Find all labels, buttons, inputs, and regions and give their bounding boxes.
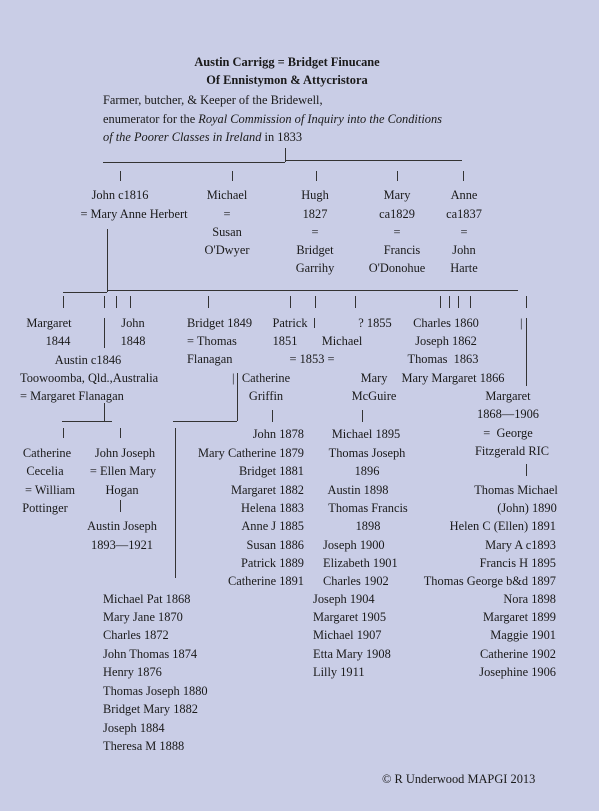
divider-bar: | — [520, 316, 523, 330]
copyright-notice: © R Underwood MAPGI 2013 — [382, 772, 536, 786]
list-item: Bridget Mary 1882 — [103, 702, 198, 716]
spouse-name: = Ellen Mary — [89, 464, 157, 478]
charles-stem — [440, 296, 441, 308]
margaret-stem — [63, 296, 64, 308]
bridget-descent-line — [237, 373, 238, 421]
hugh-stem — [316, 171, 317, 181]
middle-name: Cecelia — [26, 464, 64, 478]
list-item: John 1878 — [252, 427, 304, 441]
enumerator-line — [103, 110, 442, 128]
birth-year: 1848 — [120, 334, 146, 348]
person-name: John Joseph — [94, 446, 156, 460]
list-item: Michael 1895 — [331, 427, 401, 441]
list-item: Mary A c1893 — [485, 538, 556, 552]
list-item: Mary Jane 1870 — [103, 610, 183, 624]
gen2-bar-right — [285, 160, 462, 161]
margaret-1868-stem — [526, 296, 527, 308]
unknown-1855: ? 1855 — [358, 316, 392, 330]
person-name: Austin Joseph — [87, 519, 157, 533]
list-item: Mary Catherine 1879 — [198, 446, 304, 460]
list-item: Susan 1886 — [246, 538, 304, 552]
catherine-stem — [63, 428, 64, 438]
birth-year: 1844 — [45, 334, 71, 348]
list-item: Catherine 1891 — [227, 574, 304, 588]
john-1848-stem-2 — [130, 296, 131, 308]
list-item: Thomas Michael — [474, 483, 558, 497]
residence: Toowoomba, Qld.,Australia — [20, 371, 159, 385]
austin-children-bar — [62, 421, 112, 422]
john-joseph-stem — [120, 428, 121, 438]
person-name: Hugh — [301, 188, 329, 202]
list-item: Thomas Francis — [328, 501, 408, 515]
catherine-griffin-name: Catherine — [241, 371, 291, 385]
list-item: Michael Pat 1868 — [103, 592, 191, 606]
couple-title: Austin Carrigg = Bridget Finucane — [194, 55, 380, 69]
list-item: Catherine 1902 — [479, 647, 556, 661]
person-name: Bridget 1849 — [187, 316, 253, 330]
spouse-name: = Margaret Flanagan — [20, 389, 124, 403]
list-item: Nora 1898 — [503, 592, 556, 606]
couple-origin: Of Ennistymon & Attycristora — [206, 73, 368, 87]
mary-stem — [397, 171, 398, 181]
list-item: Henry 1876 — [103, 665, 162, 679]
list-item: Helen C (Ellen) 1891 — [449, 519, 556, 533]
birth-year: 1851 — [272, 334, 298, 348]
list-item: John Thomas 1874 — [103, 647, 198, 661]
birth-year: 1827 — [302, 207, 328, 221]
person-name: Margaret — [485, 389, 531, 403]
list-item: Helena 1883 — [241, 501, 304, 515]
list-item: 1898 — [355, 519, 381, 533]
spouse-name: = Mary Anne Herbert — [80, 207, 188, 221]
person-name: Margaret — [26, 316, 72, 330]
list-item: Francis H 1895 — [479, 556, 556, 570]
commission-year: in 1833 — [261, 130, 303, 144]
list-item: Bridget 1881 — [238, 464, 304, 478]
mary-margaret-1866: Mary Margaret 1866 — [401, 371, 505, 385]
person-name: John — [121, 316, 145, 330]
person-name: Patrick — [272, 316, 308, 330]
gen2-bar-left — [103, 162, 285, 163]
person-name: Mary — [383, 188, 411, 202]
spouse-name: Bridget — [296, 243, 334, 257]
list-item: Etta Mary 1908 — [313, 647, 391, 661]
list-item: Charles 1872 — [103, 628, 169, 642]
michael-stem — [232, 171, 233, 181]
catherine-griffin-surname: Griffin — [248, 389, 284, 403]
person-name: Catherine — [22, 446, 72, 460]
john-descent-line — [107, 229, 108, 292]
list-item: Joseph 1884 — [103, 721, 165, 735]
marriage-sign: = — [460, 225, 468, 239]
spouse-name: Francis — [383, 243, 421, 257]
person-name: Austin c1846 — [54, 353, 122, 367]
list-item: Lilly 1911 — [313, 665, 365, 679]
spouse-surname: O'Donohue — [368, 261, 426, 275]
list-item: Anne J 1885 — [241, 519, 304, 533]
list-item: Thomas Joseph 1880 — [103, 684, 208, 698]
list-item: Joseph 1900 — [323, 538, 385, 552]
patrick-descent-line — [272, 410, 273, 422]
person-name: John c1816 — [91, 188, 149, 202]
list-item: Josephine 1906 — [479, 665, 556, 679]
list-item: Theresa M 1888 — [103, 739, 185, 753]
spouse-surname: O'Dwyer — [204, 243, 250, 257]
person-name: Anne — [450, 188, 478, 202]
life-years: 1868—1906 — [477, 407, 539, 421]
bridget-children-line — [175, 428, 176, 578]
joseph-stem — [449, 296, 450, 308]
spouse-surname: Pottinger — [22, 501, 68, 515]
birth-year: ca1837 — [446, 207, 482, 221]
list-item: Thomas George b&d 1897 — [423, 574, 556, 588]
list-item: (John) 1890 — [497, 501, 557, 515]
person-name: Michael — [321, 334, 363, 348]
spouse-name: = George — [483, 426, 533, 440]
bridget-stem — [208, 296, 209, 308]
spouse-name: Susan — [212, 225, 242, 239]
mary-mcguire-name: Mary — [360, 371, 388, 385]
spouse-name: = William — [25, 483, 75, 497]
michael-1853-stem — [315, 296, 316, 308]
thomas-1863: Thomas 1863 — [407, 352, 479, 366]
margaret-descent-line — [526, 464, 527, 476]
john-stem — [120, 171, 121, 181]
list-item: Margaret 1882 — [230, 483, 304, 497]
bridget-children-bar — [173, 421, 237, 422]
list-item: Elizabeth 1901 — [323, 556, 398, 570]
divider-bar: | — [232, 371, 235, 385]
birth-year: ca1829 — [379, 207, 415, 221]
commission-title-part2: of the Poorer Classes in Ireland — [103, 130, 262, 144]
austin-descent-line — [104, 403, 105, 421]
life-years: 1893—1921 — [91, 538, 153, 552]
charles-1860: Charles 1860 — [413, 316, 479, 330]
list-item: Margaret 1899 — [482, 610, 556, 624]
gen3-bar-left — [63, 292, 107, 293]
list-item: Charles 1902 — [323, 574, 389, 588]
mary-margaret-stem — [470, 296, 471, 308]
joseph-1862: Joseph 1862 — [415, 334, 477, 348]
spouse-surname: Flanagan — [187, 352, 233, 366]
unknown-1855-stem — [355, 296, 356, 308]
list-item: Michael 1907 — [313, 628, 382, 642]
john-1848-stem — [116, 296, 117, 308]
spouse-name: John — [452, 243, 476, 257]
margaret-1868-connector — [526, 318, 527, 386]
commission-title-part1: Royal Commission of Inquiry into the Conditions — [198, 112, 442, 126]
marriage-year: = 1853 = — [289, 352, 335, 366]
spouse-surname: Hogan — [105, 483, 139, 497]
spouse-name: = Thomas — [187, 334, 237, 348]
list-item: Maggie 1901 — [490, 628, 556, 642]
list-item: Thomas Joseph — [328, 446, 406, 460]
commission-line — [103, 128, 302, 146]
john-joseph-descent-line — [120, 500, 121, 512]
list-item: Margaret 1905 — [313, 610, 387, 624]
list-item: Joseph 1904 — [313, 592, 375, 606]
list-item: 1896 — [354, 464, 380, 478]
gen3-bar — [107, 290, 518, 291]
occupation-line: Farmer, butcher, & Keeper of the Bridewell, — [103, 93, 323, 107]
thomas-stem — [458, 296, 459, 308]
spouse-surname: Garrihy — [295, 261, 335, 275]
spouse-surname: Harte — [450, 261, 478, 275]
patrick-stem — [290, 296, 291, 308]
person-name: Michael — [206, 188, 248, 202]
mary-mcguire-surname: McGuire — [351, 389, 397, 403]
list-item: Austin 1898 — [327, 483, 389, 497]
spouse-surname: Fitzgerald RIC — [475, 444, 549, 458]
anne-stem — [463, 171, 464, 181]
austin-connector — [104, 318, 105, 348]
marriage-sign: = — [393, 225, 401, 239]
patrick-michael-divider — [314, 318, 315, 328]
michael-descent-line — [362, 410, 363, 422]
enumerator-text: enumerator for the — [103, 112, 199, 126]
marriage-sign: = — [311, 225, 319, 239]
list-item: Patrick 1889 — [241, 556, 304, 570]
marriage-sign: = — [223, 207, 231, 221]
austin-stem — [104, 296, 105, 308]
